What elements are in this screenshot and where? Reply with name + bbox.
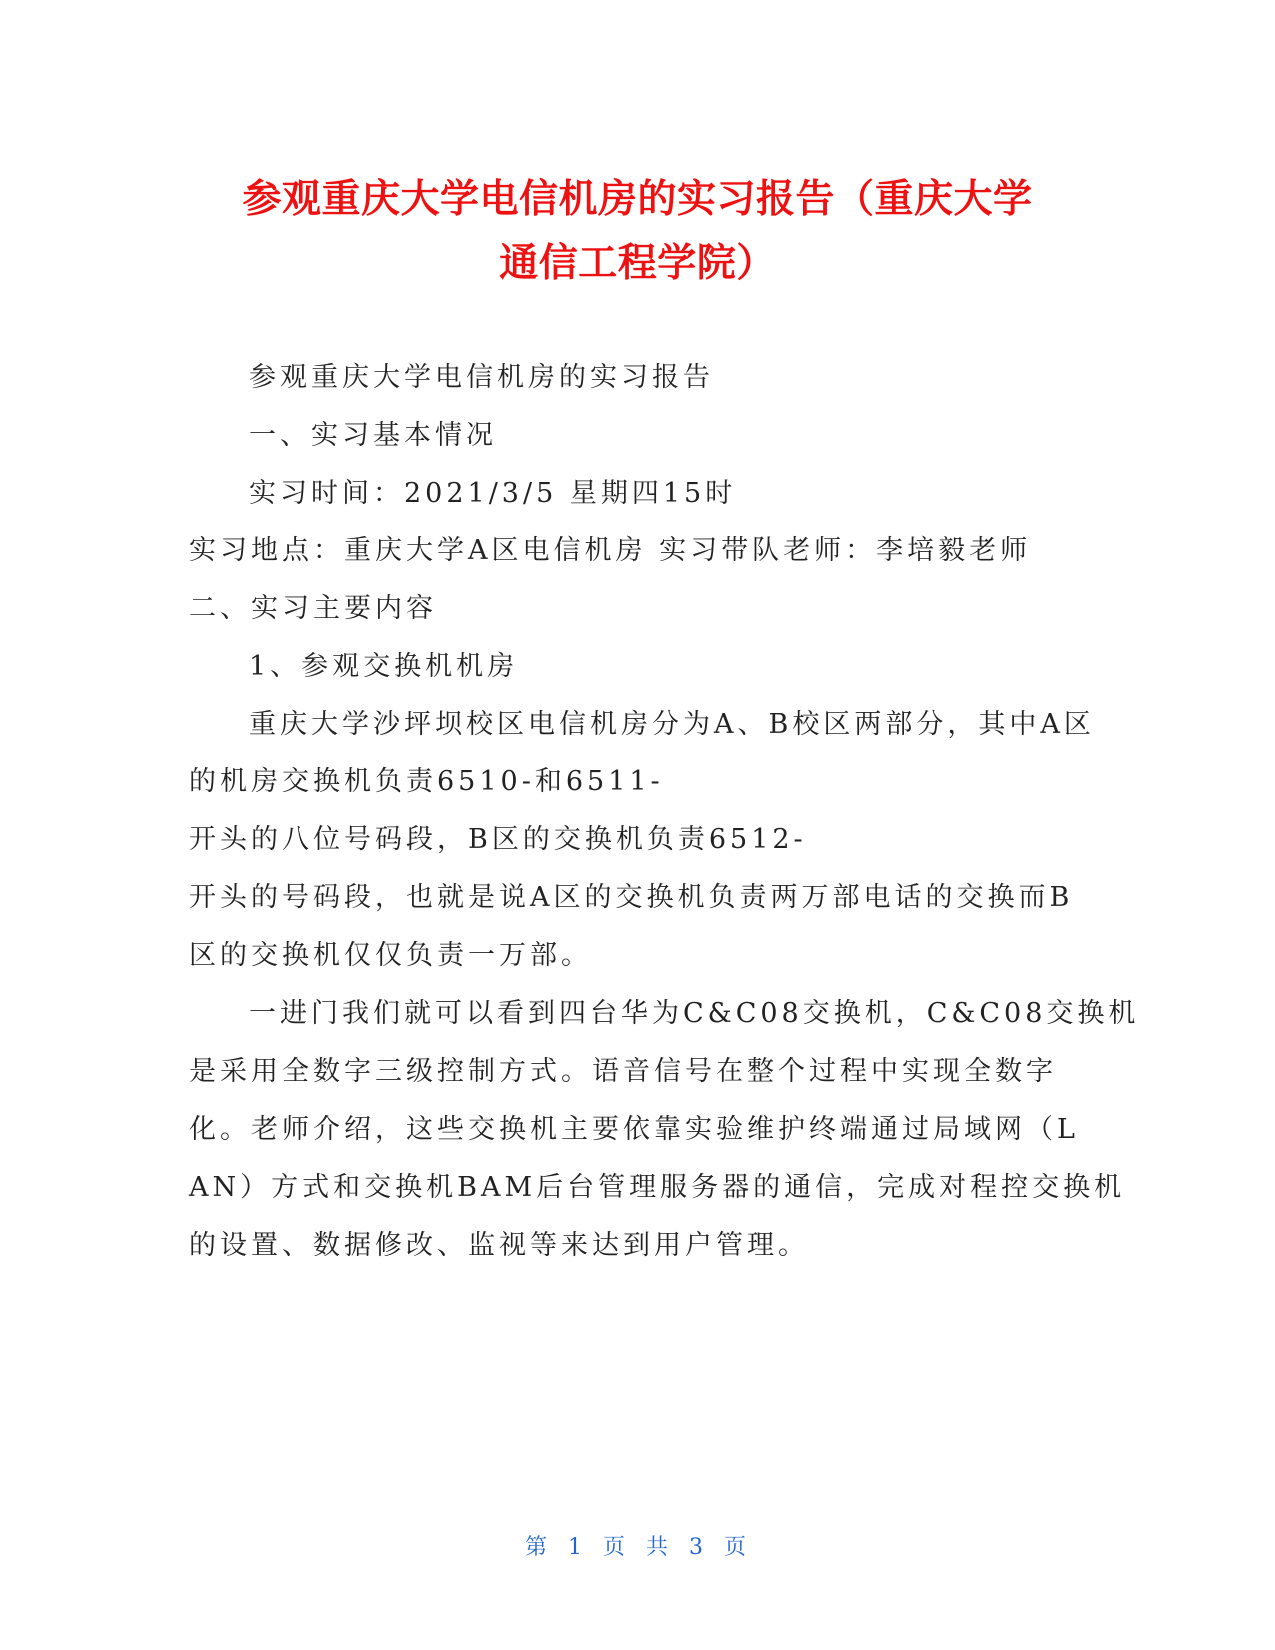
internship-time: 实习时间：2021/3/5 星期四15时 xyxy=(249,478,737,509)
page-number-footer: 第 1 页 共 3 页 xyxy=(525,1535,750,1560)
subsection-heading-switch-room: 1、参观交换机机房 xyxy=(249,651,519,682)
paragraph-line: 是采用全数字三级控制方式。语音信号在整个过程中实现全数字 xyxy=(189,1056,1057,1087)
paragraph-line: 开头的号码段，也就是说A区的交换机负责两万部电话的交换而B xyxy=(189,882,1074,913)
paragraph-line: AN）方式和交换机BAM后台管理服务器的通信，完成对程控交换机 xyxy=(189,1172,1126,1203)
section-heading-basic-info: 一、实习基本情况 xyxy=(249,420,497,451)
paragraph-line: 一进门我们就可以看到四台华为C&C08交换机，C&C08交换机 xyxy=(249,998,1140,1029)
paragraph-line: 开头的八位号码段，B区的交换机负责6512- xyxy=(189,824,807,855)
paragraph-line: 化。老师介绍，这些交换机主要依靠实验维护终端通过局域网（L xyxy=(189,1114,1079,1145)
paragraph-line: 区的交换机仅仅负责一万部。 xyxy=(189,940,592,971)
paragraph-line: 的机房交换机负责6510-和6511- xyxy=(189,766,664,797)
paragraph-line: 的设置、数据修改、监视等来达到用户管理。 xyxy=(189,1230,809,1261)
paragraph-line: 重庆大学沙坪坝校区电信机房分为A、B校区两部分，其中A区 xyxy=(249,709,1095,740)
document-title-line-1: 参观重庆大学电信机房的实习报告（重庆大学 xyxy=(242,177,1033,222)
internship-location: 实习地点：重庆大学A区电信机房 实习带队老师：李培毅老师 xyxy=(189,535,1032,566)
report-heading: 参观重庆大学电信机房的实习报告 xyxy=(249,362,714,393)
document-title-line-2: 通信工程学院） xyxy=(499,241,776,286)
section-heading-main-content: 二、实习主要内容 xyxy=(189,593,437,624)
